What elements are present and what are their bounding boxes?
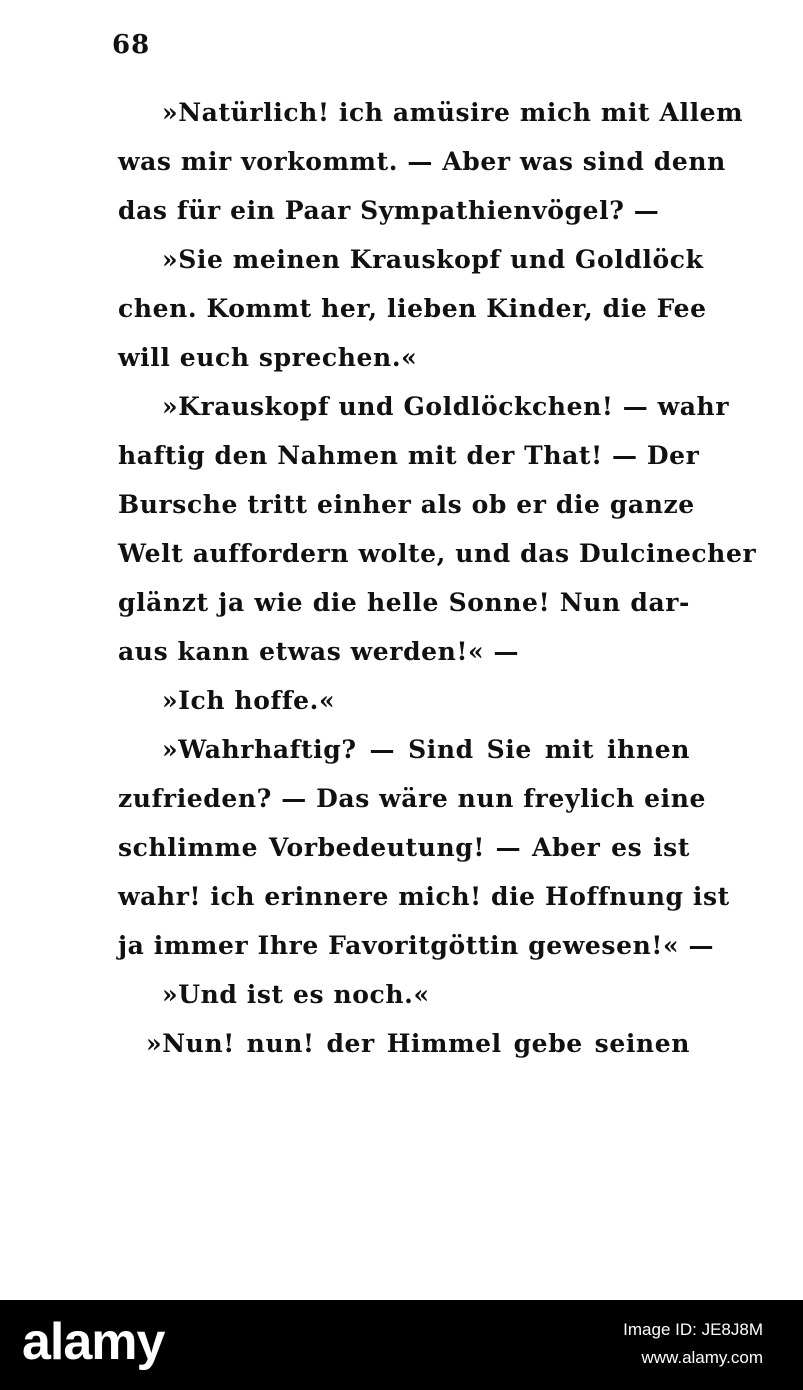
- stock-watermark-bar: [0, 1300, 803, 1390]
- text-line: will euch sprechen.«: [118, 343, 418, 372]
- text-line: »Krauskopf und Goldlöckchen! — wahr: [162, 392, 730, 421]
- text-line: was mir vorkommt. — Aber was sind denn: [118, 147, 726, 176]
- text-line: »Und ist es noch.«: [162, 980, 430, 1009]
- text-line: zufrieden? — Das wäre nun freylich eine: [118, 784, 707, 813]
- text-line: ja immer Ihre Favoritgöttin gewesen!« —: [118, 931, 715, 960]
- site-url-label: www.alamy.com: [641, 1348, 763, 1367]
- text-line: »Natürlich! ich amüsire mich mit Allem: [162, 98, 744, 127]
- page-text: [118, 88, 757, 1068]
- text-line: »Sie meinen Krauskopf und Goldlöck: [162, 245, 704, 274]
- text-line: wahr! ich erinnere mich! die Hoffnung ist: [118, 882, 730, 911]
- brand-logo: alamy: [22, 1313, 165, 1371]
- text-line: »Ich hoffe.«: [162, 686, 336, 715]
- text-line: Bursche tritt einher als ob er die ganze: [118, 490, 695, 519]
- text-line: das für ein Paar Sympathienvögel? —: [118, 196, 660, 225]
- text-line: schlimme Vorbedeutung! — Aber es ist: [118, 833, 690, 862]
- text-line: »Nun! nun! der Himmel gebe seinen: [146, 1029, 690, 1058]
- image-id-label: Image ID: JE8J8M: [623, 1320, 763, 1339]
- text-line: »Wahrhaftig? — Sind Sie mit ihnen: [162, 735, 690, 764]
- text-line: aus kann etwas werden!« —: [118, 637, 520, 666]
- text-line: chen. Kommt her, lieben Kinder, die Fee: [118, 294, 707, 323]
- text-line: Welt auffordern wolte, und das Dulcinecher: [118, 539, 757, 568]
- text-line: glänzt ja wie die helle Sonne! Nun dar-: [118, 588, 690, 617]
- text-line: haftig den Nahmen mit der That! — Der: [118, 441, 700, 470]
- page-number: 68: [112, 30, 151, 60]
